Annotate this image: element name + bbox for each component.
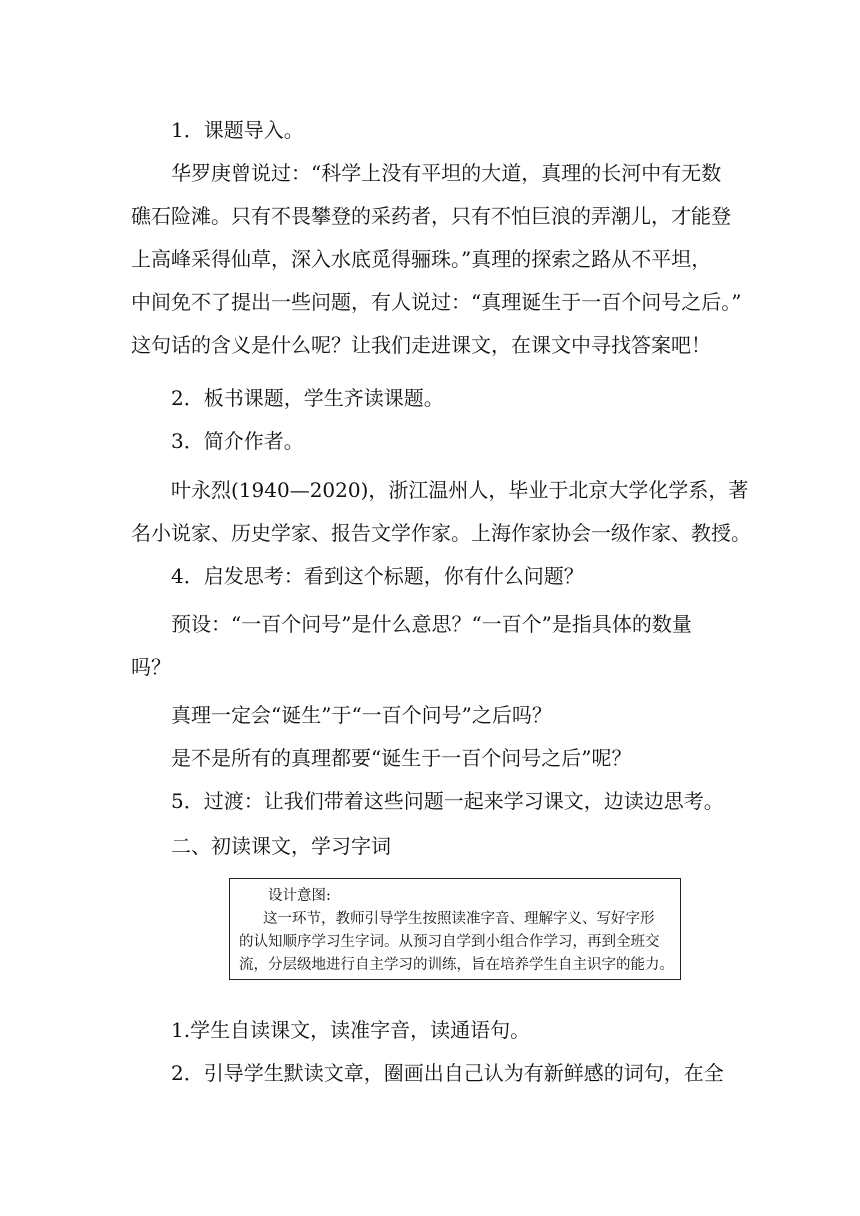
design-note-title: 设计意图: [268,888,331,904]
paragraph-transition: 5．过渡：让我们带着这些问题一起来学习课文，边读边思考。 [171,789,724,813]
paragraph-silent-reading: 2．引导学生默读文章，圈画出自己认为有新鲜感的词句，在全 [171,1061,724,1085]
paragraph-question-2: 是不是所有的真理都要“诞生于一百个问号之后”呢？ [171,746,632,770]
paragraph-author-line-1: 叶永烈(1940—2020)，浙江温州人，毕业于北京大学化学系，著 [171,478,749,502]
paragraph-quote-line-4: 中间免不了提出一些问题，有人说过：“真理诞生于一百个问号之后。” [131,290,742,314]
design-note-line-2: 的认知顺序学习生字词。从预习自学到小组合作学习，再到全班交 [239,934,660,950]
paragraph-author-intro-heading: 3．简介作者。 [171,429,304,453]
paragraph-quote-line-3: 上高峰采得仙草，深入水底觅得骊珠。”真理的探索之路从不平坦， [131,247,712,271]
design-note-line-3: 流，分层级地进行自主学习的训练，旨在培养学生自主识字的能力。 [239,957,674,973]
paragraph-quote-line-1: 华罗庚曾说过：“科学上没有平坦的大道，真理的长河中有无数 [171,161,722,185]
paragraph-self-reading: 1.学生自读课文，读准字音，读通语句。 [171,1018,531,1042]
paragraph-preset-line-1: 预设：“一百个问号”是什么意思？“一百个”是指具体的数量 [171,612,692,636]
paragraph-quote-line-2: 礁石险滩。只有不畏攀登的采药者，只有不怕巨浪的弄潮儿，才能登 [131,204,731,228]
paragraph-author-line-2: 名小说家、历史学家、报告文学作家。上海作家协会一级作家、教授。 [131,521,751,545]
paragraph-question-1: 真理一定会“诞生”于“一百个问号”之后吗？ [171,703,552,727]
paragraph-preset-line-2: 吗？ [131,655,171,679]
paragraph-lead-in: 1．课题导入。 [171,118,304,142]
paragraph-board-title: 2．板书课题，学生齐读课题。 [171,386,444,410]
design-note-line-1: 这一环节，教师引导学生按照读准字音、理解字义、写好字形 [263,911,655,927]
design-note-box [229,878,681,980]
paragraph-think: 4．启发思考：看到这个标题，你有什么问题？ [171,564,584,588]
paragraph-quote-line-5: 这句话的含义是什么呢？让我们走进课文，在课文中寻找答案吧！ [131,333,711,357]
section-heading: 二、初读课文，学习字词 [171,834,391,858]
